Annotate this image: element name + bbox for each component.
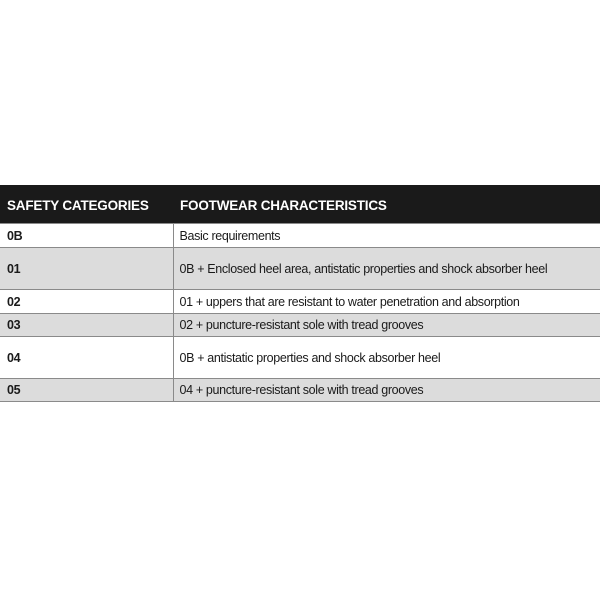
characteristics-cell: 0B + antistatic properties and shock absorber heel [173,337,600,379]
characteristics-cell: 02 + puncture-resistant sole with tread grooves [173,314,600,337]
table-row [0,379,600,402]
header-safety-categories: SAFETY CATEGORIES [0,185,173,224]
table-row [0,290,600,314]
table-row [0,337,600,379]
table-body [0,224,600,402]
table-header [0,185,600,224]
safety-categories-table [0,185,600,402]
header-row [0,185,600,224]
category-cell: 04 [0,337,173,379]
category-cell: 03 [0,314,173,337]
characteristics-cell: Basic requirements [173,224,600,248]
characteristics-cell: 04 + puncture-resistant sole with tread grooves [173,379,600,402]
table-row [0,224,600,248]
category-cell: 02 [0,290,173,314]
header-footwear-characteristics: FOOTWEAR CHARACTERISTICS [173,185,600,224]
category-cell: 01 [0,248,173,290]
category-cell: 0B [0,224,173,248]
category-cell: 05 [0,379,173,402]
characteristics-cell: 0B + Enclosed heel area, antistatic properties and shock absorber heel [173,248,600,290]
table-row [0,248,600,290]
characteristics-cell: 01 + uppers that are resistant to water penetration and absorption [173,290,600,314]
table-row [0,314,600,337]
